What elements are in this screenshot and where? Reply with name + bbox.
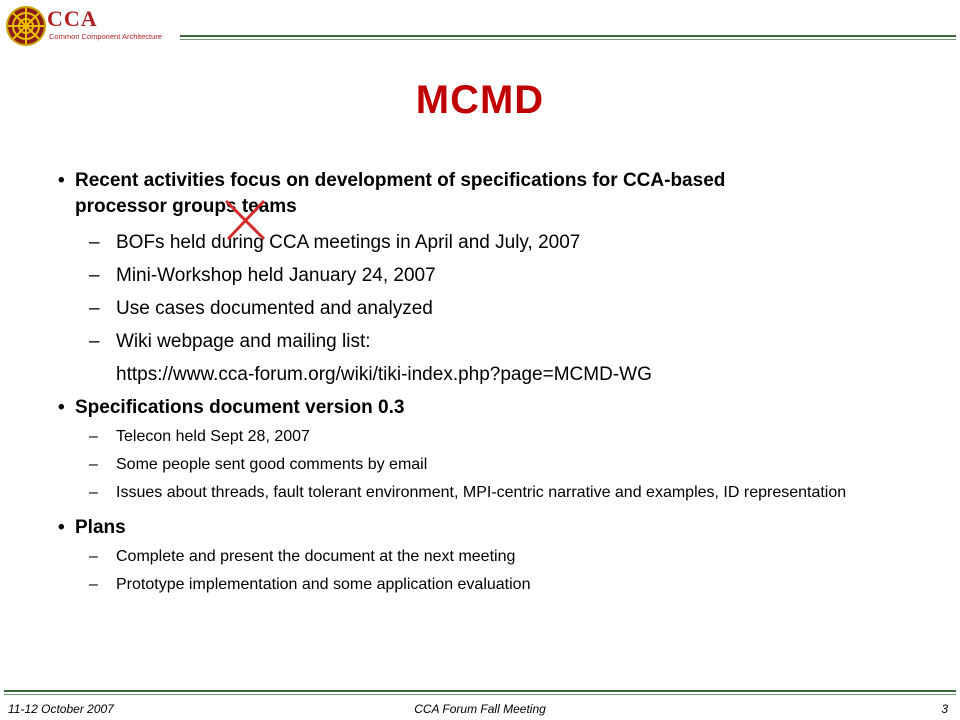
sub-item	[58, 292, 938, 325]
bullet-text: Specifications document version 0.3	[75, 397, 405, 418]
sub-item	[58, 427, 938, 447]
header-rule	[180, 35, 956, 37]
sub-item-text: Complete and present the document at the next meeting	[116, 548, 516, 565]
dash-icon: –	[89, 484, 98, 501]
bullet-specifications	[58, 395, 938, 421]
sub-item	[58, 259, 938, 292]
sub-item	[58, 226, 938, 259]
dash-icon: –	[89, 456, 98, 473]
sub-item	[58, 547, 938, 567]
sub-item-text: BOFs held during CCA meetings in April and July, 2007	[116, 232, 581, 253]
sub-item-text: Wiki webpage and mailing list:	[116, 331, 371, 352]
bullet-dot: •	[58, 170, 65, 191]
sub-item-text: Mini-Workshop held January 24, 2007	[116, 265, 436, 286]
sub-item-text: Prototype implementation and some application evaluation	[116, 576, 531, 593]
logo-text: CCA	[47, 6, 98, 31]
wiki-url[interactable]: https://www.cca-forum.org/wiki/tiki-index.php?page=MCMD-WG	[116, 364, 652, 385]
sub-item-text: Telecon held Sept 28, 2007	[116, 428, 310, 445]
cca-logo-icon	[4, 4, 48, 48]
dash-icon: –	[89, 548, 98, 565]
sub-item	[58, 455, 938, 475]
strike-x-icon	[220, 199, 274, 241]
sub-item	[58, 483, 856, 503]
slide-title: MCMD	[415, 78, 545, 122]
bullet-text-line2: processor groups teams	[75, 196, 297, 217]
footer-date: 11-12 October 2007	[8, 702, 114, 716]
bullet-recent-activities	[58, 168, 938, 220]
sub-item-text: Use cases documented and analyzed	[116, 298, 433, 319]
header-rule-thin	[180, 39, 956, 40]
bullet-dot: •	[58, 517, 65, 538]
dash-icon: –	[89, 428, 98, 445]
footer-rule	[4, 690, 956, 692]
bullet-text: Plans	[75, 517, 126, 538]
logo-subtext: Common Component Architecture	[49, 32, 162, 41]
bullet-text-line1: Recent activities focus on development of specifications for CCA-based	[75, 170, 726, 191]
bullet-plans	[58, 515, 938, 541]
bullet-dot: •	[58, 397, 65, 418]
sub-item	[58, 575, 938, 595]
dash-icon: –	[89, 331, 100, 352]
sub-item	[58, 325, 938, 358]
dash-icon: –	[89, 298, 100, 319]
dash-icon: –	[89, 265, 100, 286]
footer-event: CCA Forum Fall Meeting	[414, 702, 546, 716]
dash-icon: –	[89, 232, 100, 253]
slide-body	[58, 168, 938, 595]
footer-rule-thin	[4, 694, 956, 695]
dash-icon: –	[89, 576, 98, 593]
sub-item-text: Some people sent good comments by email	[116, 456, 428, 473]
sub-item-text: Issues about threads, fault tolerant environment, MPI-centric narrative and examples, ID representation	[116, 484, 847, 501]
page-number: 3	[941, 702, 948, 716]
